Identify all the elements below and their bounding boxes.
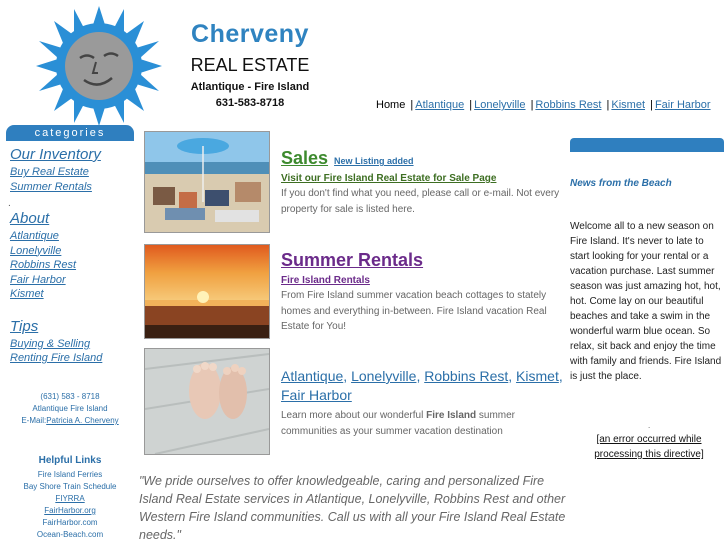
contact-phone: (631) 583 - 8718: [40, 392, 100, 401]
contact-email-link[interactable]: Patricia A. Cherveny: [46, 416, 119, 425]
rentals-page-link[interactable]: Fire Island Rentals: [281, 275, 370, 286]
nav-link-kismet[interactable]: Kismet: [611, 99, 646, 111]
sidebar-link-renting-fire-island[interactable]: Renting Fire Island: [10, 352, 103, 364]
town-link-lonelyville[interactable]: Lonelyville: [351, 368, 417, 384]
helpful-link-fairharbor-com[interactable]: FairHarbor.com: [42, 518, 98, 527]
brand-phone: 631-583-8718: [215, 97, 285, 109]
brand-block: [185, 20, 315, 109]
new-listing-badge[interactable]: New Listing added: [334, 156, 414, 166]
sidebar-link-kismet[interactable]: Kismet: [10, 288, 44, 300]
helpful-link-fiyrra[interactable]: FIYRRA: [55, 494, 85, 503]
rentals-section: [281, 250, 565, 335]
helpful-links: [6, 455, 134, 541]
brand-location: Atlantique - Fire Island: [190, 81, 310, 93]
sales-title-link[interactable]: Sales: [281, 148, 329, 168]
nav-home-link[interactable]: Home: [376, 99, 406, 111]
sidebar-link-fair-harbor[interactable]: Fair Harbor: [10, 273, 66, 286]
helpful-links-title: Helpful Links: [38, 455, 102, 466]
sunset-photo: [144, 244, 270, 339]
sidebar-inventory-title[interactable]: Our Inventory: [10, 146, 101, 163]
nav-link-atlantique[interactable]: Atlantique: [415, 99, 465, 111]
news-divider-dot: .: [648, 421, 651, 430]
helpful-link-train-schedule[interactable]: Bay Shore Train Schedule: [23, 482, 117, 491]
sales-description: If you don't find what you need, please call or e-mail. Not every property for sale is listed here.: [281, 188, 560, 215]
sidebar-link-summer-rentals[interactable]: Summer Rentals: [10, 180, 92, 193]
rentals-description: From Fire Island summer vacation beach cottages to stately homes and everything in-between. Fire Island vacation Real Estate for You!: [281, 290, 547, 332]
mission-quote: "We pride ourselves to offer knowledgeable, caring and personalized Fire Island Real Estate services in Atlantique, Lonelyville, Robbins Rest and other Western Fire Island communities. Call us with all your Fire Island Real Estate needs.": [139, 474, 566, 542]
sales-page-link[interactable]: Visit our Fire Island Real Estate for Sale Page: [281, 173, 497, 184]
brand-name: Cherveny: [191, 20, 309, 48]
welcome-text: Welcome all to a new season on Fire Island. It's never to late to start looking for your rental or a vacation purchase. Last summer season was just amazing hot, hot, hot. Come lay on our beautiful beaches and take a swim in the wonderful warm blue ocean. So relax, sit back and enjoy the time with family and friends. Fire Island is just the place.: [570, 221, 722, 382]
brand-subtitle: REAL ESTATE: [190, 55, 310, 75]
sun-logo: [36, 6, 162, 126]
top-navigation: Home | Atlantique | Lonelyville | Robbins Rest | Kismet | Fair Harbor: [376, 99, 711, 111]
town-link-kismet[interactable]: Kismet: [516, 368, 559, 384]
feet-in-sand-photo: [144, 348, 270, 455]
contact-location: Atlantique Fire Island: [32, 404, 108, 413]
towns-links: Atlantique, Lonelyville, Robbins Rest, Kismet, Fair Harbor: [281, 368, 563, 403]
helpful-link-ocean-beach[interactable]: Ocean-Beach.com: [36, 530, 104, 539]
town-link-robbins-rest[interactable]: Robbins Rest: [424, 368, 509, 384]
sun-face-icon: [36, 6, 162, 126]
sidebar: [10, 146, 138, 366]
news-header-bar: [570, 138, 724, 152]
sidebar-about-title[interactable]: About: [10, 210, 50, 227]
sidebar-link-buying-selling[interactable]: Buying & Selling: [10, 337, 91, 350]
nav-link-robbins-rest[interactable]: Robbins Rest: [535, 99, 602, 111]
contact-email-row: E-Mail:Patricia A. Cherveny: [21, 416, 119, 425]
town-link-fair-harbor[interactable]: Fair Harbor: [281, 387, 352, 403]
sidebar-link-buy-real-estate[interactable]: Buy Real Estate: [10, 166, 89, 178]
sidebar-divider-dot: .: [8, 198, 11, 209]
sidebar-link-lonelyville[interactable]: Lonelyville: [10, 244, 62, 257]
categories-tab: categories: [6, 125, 134, 141]
beach-umbrella-photo: [144, 131, 270, 233]
ssi-error-message: [an error occurred while processing this directive]: [594, 434, 704, 460]
rentals-title-link[interactable]: Summer Rentals: [281, 250, 424, 270]
sales-section: [281, 148, 565, 217]
towns-section: [281, 367, 565, 439]
sidebar-link-robbins-rest[interactable]: Robbins Rest: [10, 259, 77, 271]
nav-link-lonelyville[interactable]: Lonelyville: [474, 99, 526, 111]
nav-link-fair-harbor[interactable]: Fair Harbor: [654, 99, 711, 111]
sidebar-contact: [10, 391, 130, 427]
helpful-link-fairharbor-org[interactable]: FairHarbor.org: [44, 506, 96, 515]
sidebar-tips-title[interactable]: Tips: [10, 317, 39, 335]
helpful-link-ferries[interactable]: Fire Island Ferries: [37, 470, 103, 479]
towns-description: Learn more about our wonderful Fire Island summer communities as your summer vacation destination: [281, 410, 516, 437]
town-link-atlantique[interactable]: Atlantique: [281, 368, 344, 384]
news-title: News from the Beach: [570, 178, 672, 189]
sidebar-link-atlantique[interactable]: Atlantique: [10, 230, 59, 242]
